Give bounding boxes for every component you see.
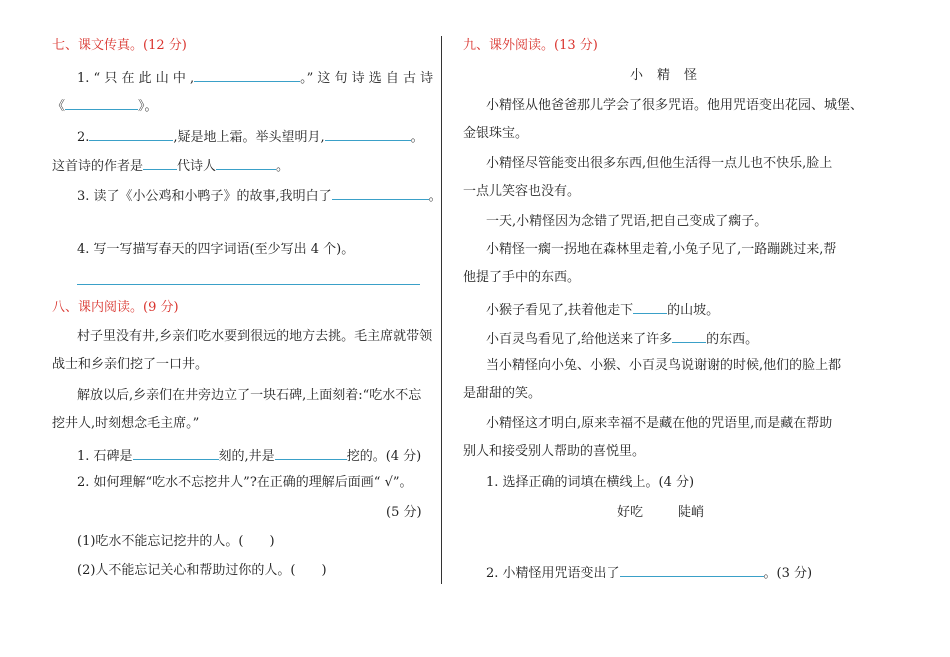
answer-blank[interactable] bbox=[672, 328, 706, 343]
s8-question-2: 2. 如何理解“吃水不忘挖井人”?在正确的理解后面画“ √”。 bbox=[77, 475, 413, 490]
s7-question-1 bbox=[77, 67, 433, 88]
s9-para1-line1: 小精怪从他爸爸那儿学会了很多咒语。他用咒语变出花园、城堡、 bbox=[486, 98, 864, 113]
section-8-heading: 八、课内阅读。(9 分) bbox=[52, 300, 179, 315]
s9-q2-b: 。(3 分) bbox=[763, 566, 813, 581]
s7-q2-l2a: 这首诗的作者是 bbox=[52, 159, 144, 174]
s9-p5-a: 小猴子看见了,扶着他走下 bbox=[486, 303, 634, 318]
word-option-douqiao: 陡峭 bbox=[678, 505, 705, 520]
section-7-heading: 七、课文传真。(12 分) bbox=[52, 38, 187, 53]
s7-question-2 bbox=[77, 126, 424, 147]
answer-blank[interactable] bbox=[89, 126, 173, 141]
answer-blank[interactable] bbox=[65, 95, 138, 110]
s7-q2-end: 。 bbox=[410, 130, 424, 145]
s7-q1-open: 《 bbox=[52, 99, 66, 114]
answer-blank[interactable] bbox=[633, 299, 667, 314]
s8-question-1 bbox=[77, 445, 421, 466]
s7-q2-pre: 2. bbox=[77, 130, 90, 145]
s8-para2-line2: 挖井人,时刻想念毛主席。” bbox=[52, 416, 200, 431]
s8-q1-b: 刻的,井是 bbox=[218, 449, 275, 464]
answer-line[interactable] bbox=[77, 284, 420, 285]
s9-para2-line1: 小精怪尽管能变出很多东西,但他生活得一点儿也不快乐,脸上 bbox=[486, 156, 833, 171]
s9-p6-b: 的东西。 bbox=[706, 332, 759, 347]
s7-question-2-line2 bbox=[52, 155, 289, 176]
s7-q2-l2c: 。 bbox=[276, 159, 290, 174]
s7-q2-mid: ,疑是地上霜。举头望明月, bbox=[173, 130, 325, 145]
s9-para6 bbox=[486, 328, 758, 349]
s9-para7-line1: 当小精怪向小兔、小猴、小百灵鸟说谢谢的时候,他们的脸上都 bbox=[486, 358, 842, 373]
s9-question-2 bbox=[486, 562, 812, 583]
s8-q1-a: 1. 石碑是 bbox=[77, 449, 133, 464]
s7-question-1-line2 bbox=[52, 95, 158, 116]
s9-para3: 一天,小精怪因为念错了咒语,把自己变成了瘸子。 bbox=[486, 214, 768, 229]
s7-q1-post: 。” 这 句 诗 选 自 古 诗 bbox=[300, 71, 434, 86]
column-divider bbox=[441, 36, 442, 584]
answer-blank[interactable] bbox=[620, 562, 764, 577]
answer-blank[interactable] bbox=[325, 126, 411, 141]
section-9-heading: 九、课外阅读。(13 分) bbox=[463, 38, 598, 53]
s7-q1-pre: 1. “ 只 在 此 山 中 , bbox=[77, 71, 195, 86]
s8-para1-line1: 村子里没有井,乡亲们吃水要到很远的地方去挑。毛主席就带领 bbox=[77, 329, 433, 344]
s9-q2-a: 2. 小精怪用咒语变出了 bbox=[486, 566, 620, 581]
s9-p5-b: 的山坡。 bbox=[667, 303, 720, 318]
answer-blank[interactable] bbox=[332, 185, 429, 200]
s9-para1-line2: 金银珠宝。 bbox=[463, 126, 529, 141]
answer-blank[interactable] bbox=[194, 67, 300, 82]
s8-question-2-score: (5 分) bbox=[386, 505, 422, 520]
answer-blank[interactable] bbox=[133, 445, 219, 460]
s9-para4-line1: 小精怪一瘸一拐地在森林里走着,小兔子见了,一路蹦跳过来,帮 bbox=[486, 242, 837, 257]
answer-blank[interactable] bbox=[216, 155, 276, 170]
s7-q3-pre: 3. 读了《小公鸡和小鸭子》的故事,我明白了 bbox=[77, 189, 332, 204]
s8-q1-c: 挖的。(4 分) bbox=[346, 449, 422, 464]
s8-para2-line1: 解放以后,乡亲们在井旁边立了一块石碑,上面刻着:“吃水不忘 bbox=[77, 388, 422, 403]
answer-blank[interactable] bbox=[143, 155, 177, 170]
s8-para1-line2: 战士和乡亲们挖了一口井。 bbox=[52, 357, 209, 372]
s9-para5 bbox=[486, 299, 719, 320]
story-title: 小精怪 bbox=[630, 68, 712, 83]
s8-option-1[interactable]: (1)吃水不能忘记挖井的人。( ) bbox=[77, 534, 275, 549]
s7-q2-l2b: 代诗人 bbox=[177, 159, 217, 174]
s7-question-3 bbox=[77, 185, 442, 206]
s7-question-4: 4. 写一写描写春天的四字词语(至少写出 4 个)。 bbox=[77, 242, 355, 257]
s9-para7-line2: 是甜甜的笑。 bbox=[463, 386, 542, 401]
s8-option-2[interactable]: (2)人不能忘记关心和帮助过你的人。( ) bbox=[77, 563, 327, 578]
answer-blank[interactable] bbox=[275, 445, 347, 460]
s9-para8-line2: 别人和接受别人帮助的喜悦里。 bbox=[463, 444, 646, 459]
s7-q1-close: 》。 bbox=[138, 99, 158, 114]
s9-p6-a: 小百灵鸟看见了,给他送来了许多 bbox=[486, 332, 673, 347]
s9-para8-line1: 小精怪这才明白,原来幸福不是藏在他的咒语里,而是藏在帮助 bbox=[486, 416, 833, 431]
s7-q3-end: 。 bbox=[428, 189, 442, 204]
s9-para4-line2: 他提了手中的东西。 bbox=[463, 270, 581, 285]
s9-question-1: 1. 选择正确的词填在横线上。(4 分) bbox=[486, 475, 695, 490]
s9-para2-line2: 一点儿笑容也没有。 bbox=[463, 184, 581, 199]
word-option-haochi: 好吃 bbox=[617, 505, 644, 520]
